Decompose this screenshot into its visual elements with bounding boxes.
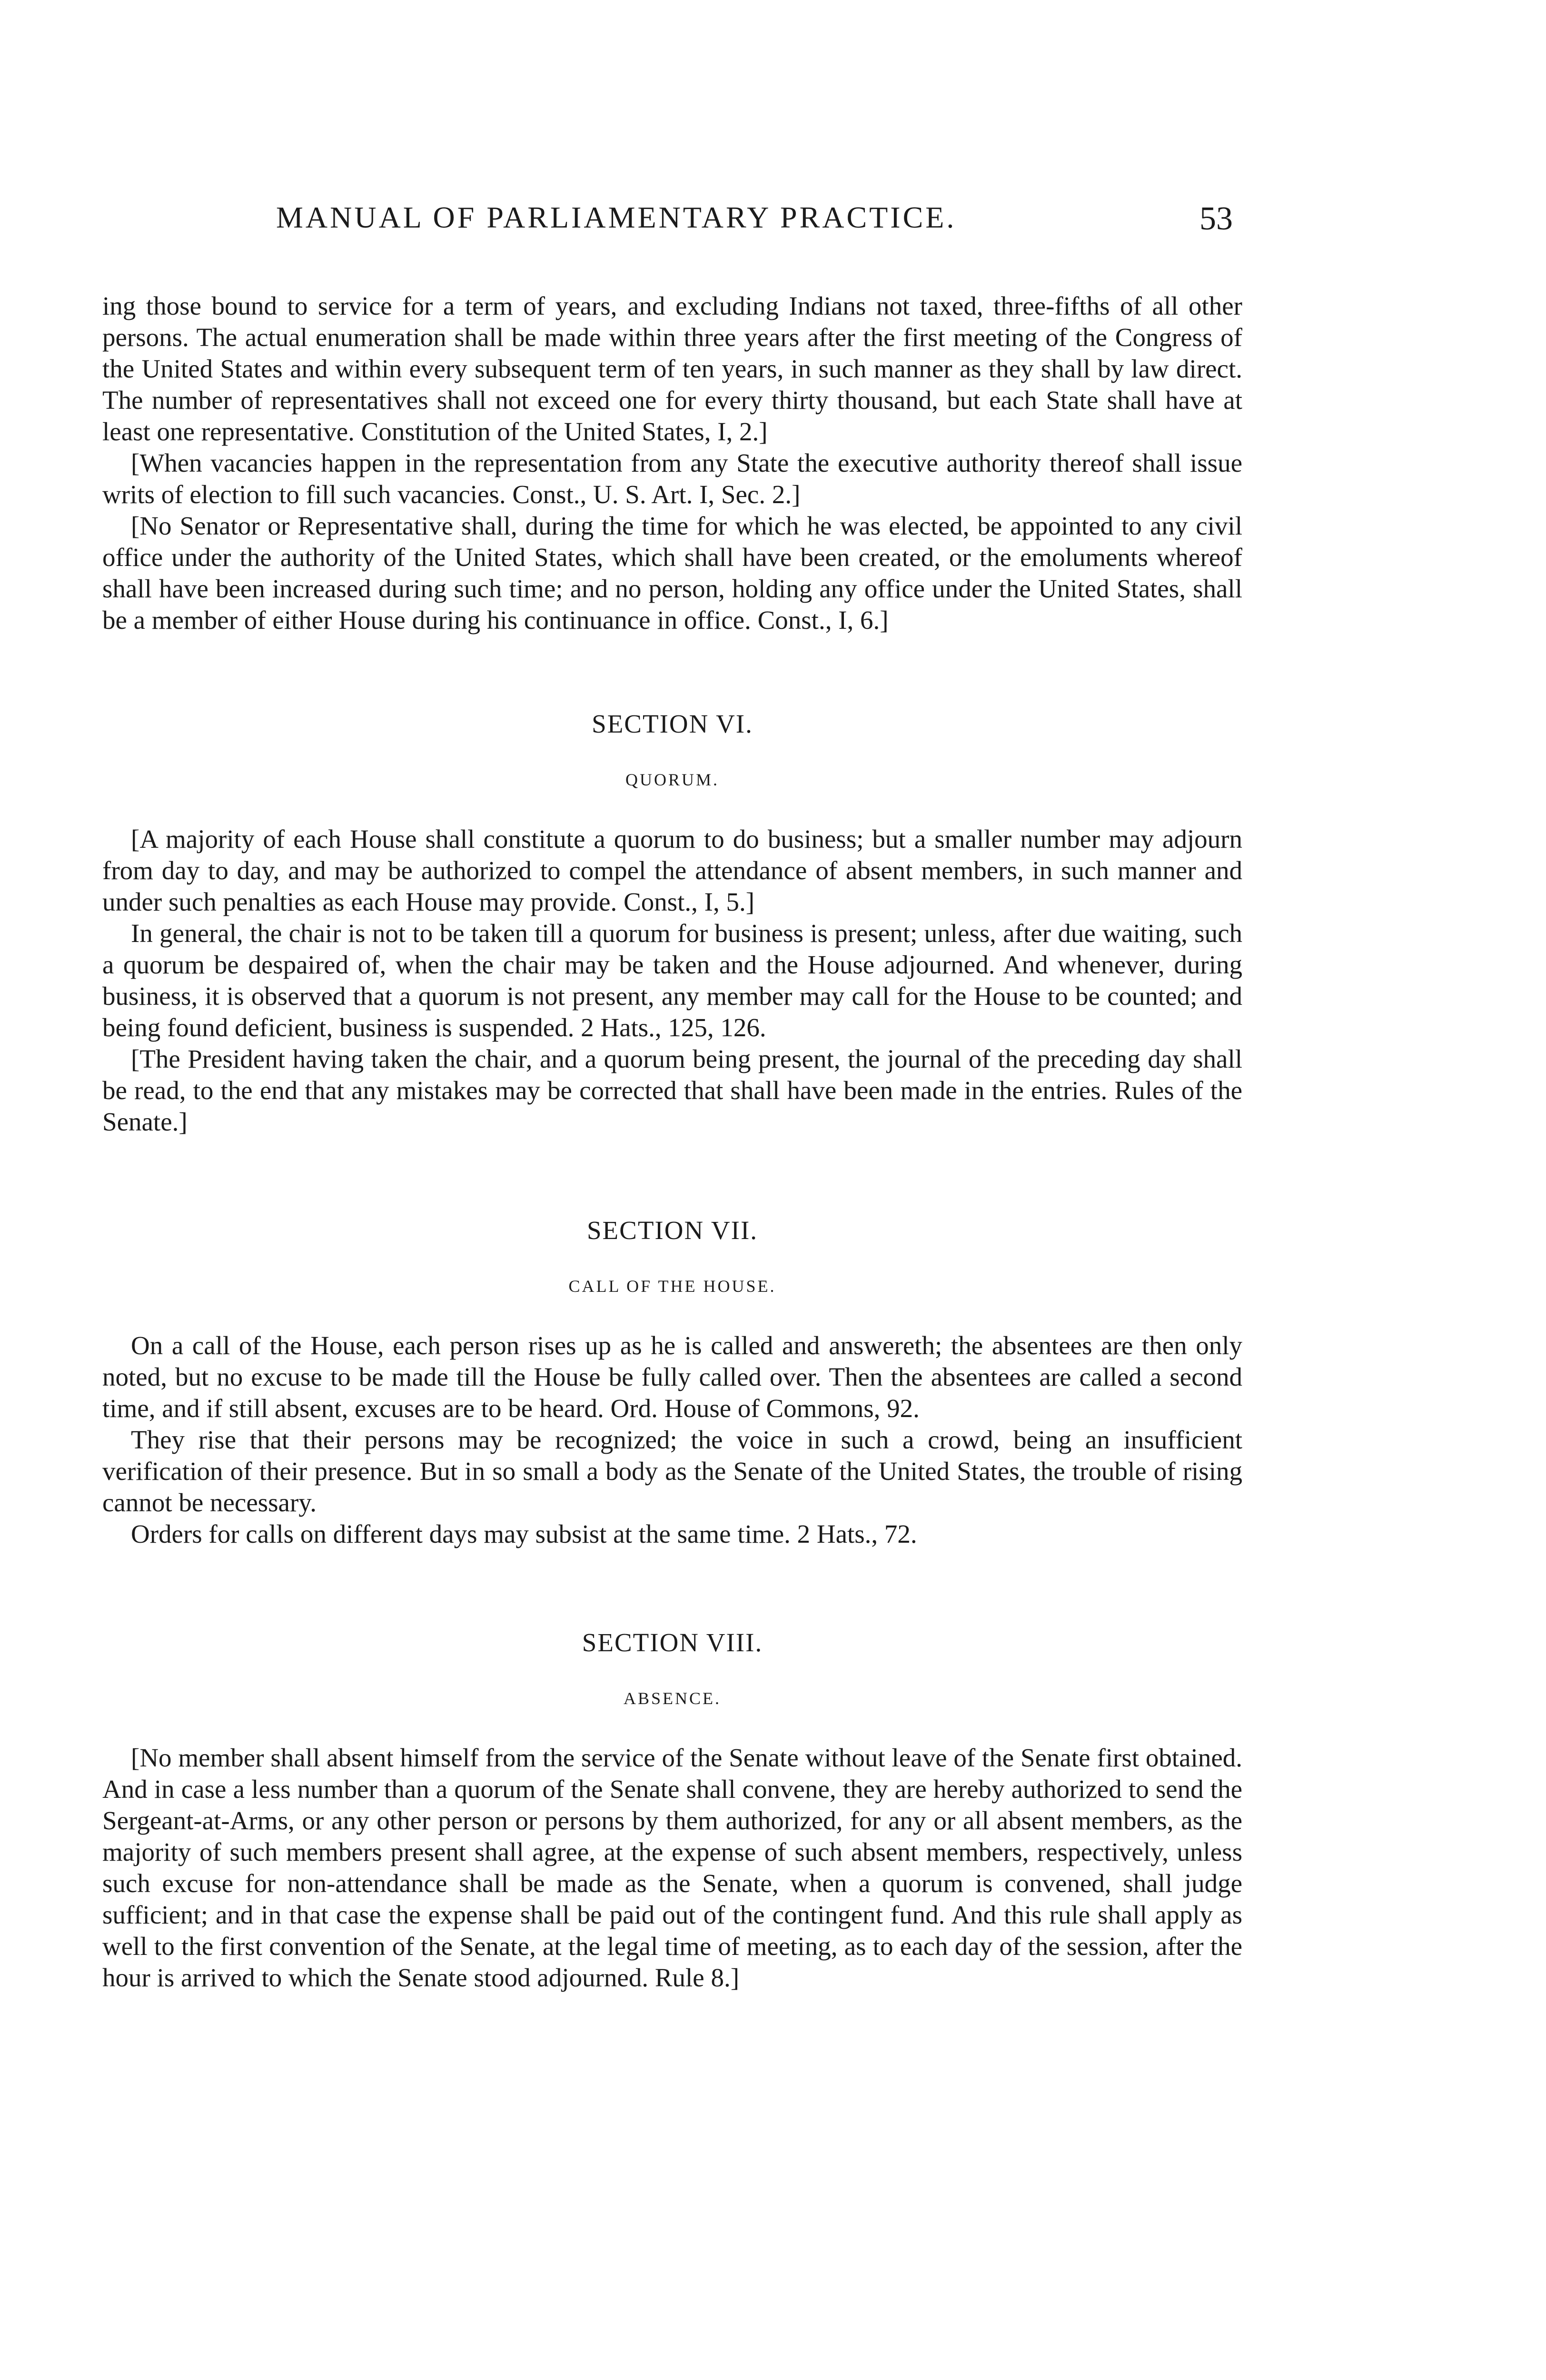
body-text — [102, 290, 1242, 1993]
running-title: MANUAL OF PARLIAMENTARY PRACTICE. — [276, 200, 957, 234]
paragraph: [When vacancies happen in the representation from any State the executive authority thereof shall issue writs of election to fill such vacancies. Const., U. S. Art. I, Sec. 2.] — [102, 448, 1242, 509]
section-heading: SECTION VIII. — [582, 1628, 763, 1657]
section-subheading: CALL OF THE HOUSE. — [568, 1277, 776, 1296]
section-heading: SECTION VI. — [592, 709, 753, 738]
paragraph: [A majority of each House shall constitute a quorum to do business; but a smaller number may adjourn from day to day, and may be authorized to compel the attendance of absent members, in such manner and under such penalties as each House may provide. Const., I, 5.] — [102, 824, 1242, 916]
section-vi — [102, 707, 1242, 1138]
paragraph: On a call of the House, each person rises up as he is called and answereth; the absentees are then only noted, but no excuse to be made till the House be fully called over. Then the absentees are called a second time, and if still absent, excuses are to be heard. Ord. House of Commons, 92. — [102, 1331, 1242, 1423]
page-number: 53 — [1199, 200, 1233, 237]
paragraph: [No member shall absent himself from the service of the Senate without leave of the Senate first obtained. And in case a less number than a quorum of the Senate shall convene, they are hereby authorized to send the Sergeant-at-Arms, or any other person or persons by them authorized, for any or all absent members, as the majority of such members present shall agree, at the expense of such absent members, respectively, unless such excuse for non-attendance shall be made as the Senate, when a quorum is convened, shall judge sufficient; and in that case the expense shall be paid out of the contingent fund. And this rule shall apply as well to the first convention of the Senate, at the legal time of meeting, as to each day of the session, after the hour is arrived to which the Senate stood adjourned. Rule 8.] — [102, 1743, 1242, 1992]
running-head — [267, 200, 1233, 248]
section-subheading: QUORUM. — [625, 770, 719, 789]
paragraph: Orders for calls on different days may subsist at the same time. 2 Hats., 72. — [131, 1519, 917, 1548]
section-vii — [102, 1214, 1242, 1550]
paragraph: [No Senator or Representative shall, during the time for which he was elected, be appointed to any civil office under the authority of the United States, which shall have been created, or the emoluments whereof shall have been increased during such time; and no person, holding any office under the United States, shall be a member of either House during his continuance in office. Const., I, 6.] — [102, 511, 1242, 635]
paragraph: In general, the chair is not to be taken till a quorum for business is present; unless, after due waiting, such a quorum be despaired of, when the chair may be taken and the House adjourned. And whenever, during business, it is observed that a quorum is not present, any member may call for the House to be counted; and being found deficient, business is suspended. 2 Hats., 125, 126. — [102, 919, 1242, 1042]
paragraph: They rise that their persons may be recognized; the voice in such a crowd, being an insufficient verification of their presence. But in so small a body as the Senate of the United States, the trouble of rising cannot be necessary. — [102, 1425, 1242, 1517]
continued-paragraph: ing those bound to service for a term of years, and excluding Indians not taxed, three-fifths of all other persons. The actual enumeration shall be made within three years after the first meeting of the Congress of the United States and within every subsequent term of ten years, in such manner as they shall by law direct. The number of representatives shall not exceed one for every thirty thousand, but each State shall have at least one representative. Constitution of the United States, I, 2.] — [102, 291, 1242, 446]
section-heading: SECTION VII. — [586, 1216, 758, 1245]
section-subheading: ABSENCE. — [623, 1689, 722, 1708]
paragraph: [The President having taken the chair, and a quorum being present, the journal of the preceding day shall be read, to the end that any mistakes may be corrected that shall have been made in the entries. Rules of the Senate.] — [102, 1044, 1242, 1136]
section-viii — [102, 1626, 1242, 1993]
